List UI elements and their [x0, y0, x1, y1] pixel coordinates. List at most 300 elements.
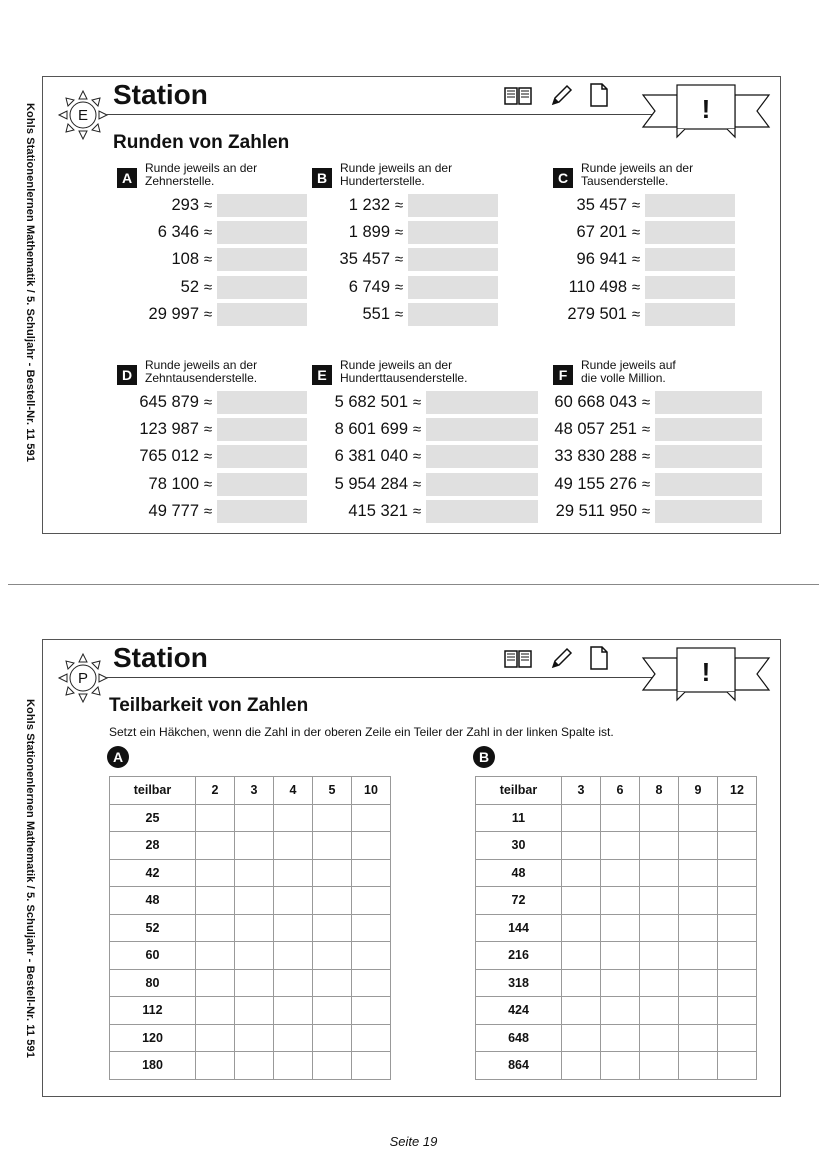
checkbox-cell[interactable]: [352, 997, 391, 1025]
approx-symbol: ≈: [203, 197, 213, 215]
checkbox-cell[interactable]: [235, 969, 274, 997]
number-cell: 60: [110, 942, 196, 970]
task-b: [312, 162, 498, 328]
checkbox-cell[interactable]: [679, 832, 718, 860]
approx-symbol: ≈: [394, 305, 404, 323]
answer-box[interactable]: [426, 445, 538, 468]
checkbox-cell[interactable]: [274, 804, 313, 832]
checkbox-cell[interactable]: [640, 969, 679, 997]
checkbox-cell[interactable]: [235, 804, 274, 832]
checkbox-cell[interactable]: [235, 832, 274, 860]
table-row: [476, 1024, 757, 1052]
answer-box[interactable]: [655, 473, 762, 496]
checkbox-cell[interactable]: [274, 942, 313, 970]
checkbox-cell[interactable]: [679, 997, 718, 1025]
checkbox-cell[interactable]: [679, 859, 718, 887]
checkbox-cell[interactable]: [718, 804, 757, 832]
table-row: [110, 942, 391, 970]
number-to-round: 6 749: [348, 277, 390, 296]
checkbox-cell[interactable]: [601, 859, 640, 887]
station-title: Station: [113, 79, 208, 110]
rounding-row: [117, 389, 307, 416]
answer-box[interactable]: [655, 445, 762, 468]
checkbox-cell[interactable]: [640, 832, 679, 860]
task-letter-badge: F: [553, 365, 573, 385]
checkbox-cell[interactable]: [718, 969, 757, 997]
instruction-line: Zehntausenderstelle.: [145, 371, 258, 385]
checkbox-cell[interactable]: [352, 832, 391, 860]
checkbox-cell[interactable]: [679, 942, 718, 970]
checkbox-cell[interactable]: [562, 1024, 601, 1052]
task-header: [553, 359, 762, 389]
checkbox-cell[interactable]: [196, 887, 235, 915]
checkbox-cell[interactable]: [640, 859, 679, 887]
checkbox-cell[interactable]: [313, 832, 352, 860]
checkbox-cell[interactable]: [274, 1024, 313, 1052]
rounding-row: [312, 192, 498, 219]
rounding-row: [553, 389, 762, 416]
task-instruction: [340, 359, 467, 385]
checkbox-cell[interactable]: [352, 887, 391, 915]
approx-symbol: ≈: [631, 251, 641, 269]
rounding-row: [553, 246, 735, 273]
number-to-round: 110 498: [568, 277, 627, 296]
answer-box[interactable]: [655, 391, 762, 414]
checkbox-cell[interactable]: [562, 942, 601, 970]
checkbox-cell[interactable]: [679, 1024, 718, 1052]
answer-box[interactable]: [217, 418, 307, 441]
rounding-row: [553, 498, 762, 525]
approx-symbol: ≈: [394, 224, 404, 242]
rounding-row: [312, 389, 538, 416]
number-to-round: 1 899: [348, 223, 390, 242]
checkbox-cell[interactable]: [718, 1052, 757, 1080]
book-icon: [503, 647, 533, 669]
divisor-header: 3: [562, 777, 601, 805]
number-cell: 112: [110, 997, 196, 1025]
answer-box[interactable]: [408, 276, 498, 299]
checkbox-cell[interactable]: [601, 1052, 640, 1080]
checkbox-cell[interactable]: [313, 859, 352, 887]
checkbox-cell[interactable]: [313, 969, 352, 997]
approx-symbol: ≈: [631, 305, 641, 323]
svg-text:P: P: [77, 670, 89, 687]
checkbox-cell[interactable]: [235, 859, 274, 887]
answer-box[interactable]: [217, 276, 307, 299]
page-number: Seite 19: [389, 1134, 438, 1149]
table-header-row: [476, 777, 757, 805]
task-instruction: [145, 162, 257, 188]
rounding-row: [117, 443, 307, 470]
number-to-round: 765 012: [139, 447, 199, 466]
checkbox-cell[interactable]: [679, 887, 718, 915]
svg-text:!: !: [701, 657, 711, 687]
instruction-line: Hunderttausenderstelle.: [340, 371, 468, 385]
checkbox-cell[interactable]: [313, 804, 352, 832]
instruction-line: Tausenderstelle.: [581, 174, 669, 188]
checkbox-cell[interactable]: [352, 1024, 391, 1052]
number-cell: 424: [476, 997, 562, 1025]
side-label-top: Kohls Stationenlernen Mathematik / 5. Schuljahr - Bestell-Nr. 11 591: [24, 102, 36, 462]
checkbox-cell[interactable]: [274, 969, 313, 997]
checkbox-cell[interactable]: [679, 804, 718, 832]
checkbox-cell[interactable]: [718, 832, 757, 860]
approx-symbol: ≈: [203, 394, 213, 412]
checkbox-cell[interactable]: [235, 887, 274, 915]
table-header-row: [110, 777, 391, 805]
checkbox-cell[interactable]: [601, 832, 640, 860]
number-cell: 11: [476, 804, 562, 832]
checkbox-cell[interactable]: [274, 914, 313, 942]
task-e: [312, 359, 538, 525]
rounding-row: [117, 471, 307, 498]
sun-icon: [57, 89, 109, 141]
number-cell: 864: [476, 1052, 562, 1080]
table-row: [110, 997, 391, 1025]
checkbox-cell[interactable]: [562, 832, 601, 860]
svg-text:E: E: [77, 107, 89, 124]
number-cell: 144: [476, 914, 562, 942]
checkbox-cell[interactable]: [196, 997, 235, 1025]
number-to-round: 279 501: [567, 304, 627, 323]
checkbox-cell[interactable]: [313, 1052, 352, 1080]
rounding-row: [312, 471, 538, 498]
answer-box[interactable]: [408, 194, 498, 217]
approx-symbol: ≈: [641, 394, 651, 412]
checkbox-cell[interactable]: [718, 887, 757, 915]
divisibility-table: [109, 776, 391, 1080]
page-divider: [8, 584, 819, 585]
checkbox-cell[interactable]: [640, 942, 679, 970]
rounding-row: [117, 274, 307, 301]
checkbox-cell[interactable]: [352, 804, 391, 832]
table-row: [110, 832, 391, 860]
pencil-icon: [549, 647, 573, 669]
rounding-row: [553, 416, 762, 443]
checkbox-cell[interactable]: [352, 914, 391, 942]
checkbox-cell[interactable]: [601, 887, 640, 915]
task-letter-badge: C: [553, 168, 573, 188]
station-card-runden: [42, 76, 781, 534]
rounding-row: [117, 498, 307, 525]
checkbox-cell[interactable]: [640, 1024, 679, 1052]
answer-box[interactable]: [217, 500, 307, 523]
answer-box[interactable]: [655, 418, 762, 441]
number-to-round: 60 668 043: [554, 393, 637, 412]
checkbox-cell[interactable]: [313, 914, 352, 942]
approx-symbol: ≈: [641, 502, 651, 520]
pencil-icon: [549, 84, 573, 106]
approx-symbol: ≈: [394, 197, 404, 215]
table-row: [476, 804, 757, 832]
approx-symbol: ≈: [412, 475, 422, 493]
checkbox-cell[interactable]: [718, 997, 757, 1025]
rounding-row: [117, 246, 307, 273]
checkbox-cell[interactable]: [679, 969, 718, 997]
checkbox-cell[interactable]: [235, 914, 274, 942]
checkbox-cell[interactable]: [601, 942, 640, 970]
station-card-teilbarkeit: [42, 639, 781, 1097]
checkbox-cell[interactable]: [640, 1052, 679, 1080]
table-row: [110, 969, 391, 997]
table-row: [476, 997, 757, 1025]
answer-box[interactable]: [408, 303, 498, 326]
rounding-row: [553, 219, 735, 246]
rounding-row: [553, 301, 735, 328]
number-cell: 25: [110, 804, 196, 832]
number-cell: 648: [476, 1024, 562, 1052]
approx-symbol: ≈: [203, 502, 213, 520]
checkbox-cell[interactable]: [601, 997, 640, 1025]
number-to-round: 108: [171, 250, 199, 269]
rounding-row: [117, 416, 307, 443]
number-to-round: 123 987: [139, 420, 199, 439]
rounding-row: [553, 443, 762, 470]
number-to-round: 5 954 284: [334, 474, 408, 493]
number-to-round: 5 682 501: [334, 393, 408, 412]
checkbox-cell[interactable]: [562, 1052, 601, 1080]
checkbox-cell[interactable]: [196, 804, 235, 832]
checkbox-cell[interactable]: [235, 997, 274, 1025]
rounding-row: [312, 246, 498, 273]
approx-symbol: ≈: [631, 278, 641, 296]
number-to-round: 96 941: [576, 250, 627, 269]
checkbox-cell[interactable]: [196, 1024, 235, 1052]
rounding-row: [312, 498, 538, 525]
divisor-header: 3: [235, 777, 274, 805]
checkbox-cell[interactable]: [196, 942, 235, 970]
checkbox-cell[interactable]: [313, 942, 352, 970]
number-cell: 48: [110, 887, 196, 915]
approx-symbol: ≈: [412, 421, 422, 439]
task-letter-badge: E: [312, 365, 332, 385]
divisibility-table: [475, 776, 757, 1080]
number-to-round: 6 346: [157, 223, 199, 242]
checkbox-cell[interactable]: [718, 859, 757, 887]
number-cell: 120: [110, 1024, 196, 1052]
approx-symbol: ≈: [412, 394, 422, 412]
checkbox-cell[interactable]: [235, 1024, 274, 1052]
number-to-round: 67 201: [576, 223, 627, 242]
checkbox-cell[interactable]: [640, 804, 679, 832]
icon-group: [503, 645, 609, 671]
table-row: [110, 1052, 391, 1080]
number-cell: 180: [110, 1052, 196, 1080]
subtitle: Teilbarkeit von Zahlen: [109, 695, 309, 716]
number-to-round: 29 511 950: [555, 501, 637, 520]
checkbox-cell[interactable]: [601, 1024, 640, 1052]
divisor-header: 4: [274, 777, 313, 805]
checkbox-cell[interactable]: [274, 859, 313, 887]
checkbox-cell[interactable]: [562, 997, 601, 1025]
checkbox-cell[interactable]: [313, 1024, 352, 1052]
checkbox-cell[interactable]: [562, 887, 601, 915]
instruction-line: Runde jeweils an der: [340, 161, 453, 175]
checkbox-cell[interactable]: [601, 914, 640, 942]
answer-box[interactable]: [217, 303, 307, 326]
answer-box[interactable]: [217, 248, 307, 271]
approx-symbol: ≈: [394, 278, 404, 296]
number-cell: 80: [110, 969, 196, 997]
number-to-round: 35 457: [339, 250, 390, 269]
answer-box[interactable]: [426, 391, 538, 414]
checkbox-cell[interactable]: [352, 942, 391, 970]
checkbox-cell[interactable]: [196, 1052, 235, 1080]
approx-symbol: ≈: [203, 421, 213, 439]
answer-box[interactable]: [645, 276, 735, 299]
checkbox-cell[interactable]: [640, 997, 679, 1025]
task-header: [312, 162, 498, 192]
answer-box[interactable]: [217, 445, 307, 468]
answer-box[interactable]: [655, 500, 762, 523]
number-to-round: 48 057 251: [554, 420, 637, 439]
rounding-row: [553, 274, 735, 301]
instruction-line: Runde jeweils an der: [145, 161, 258, 175]
approx-symbol: ≈: [203, 224, 213, 242]
rounding-row: [312, 301, 498, 328]
table-row: [110, 804, 391, 832]
answer-box[interactable]: [645, 248, 735, 271]
checkbox-cell[interactable]: [313, 887, 352, 915]
table-row: [476, 887, 757, 915]
checkbox-cell[interactable]: [274, 1052, 313, 1080]
table-row: [110, 887, 391, 915]
checkbox-cell[interactable]: [274, 832, 313, 860]
rounding-row: [312, 274, 498, 301]
instruction-text: Setzt ein Häkchen, wenn die Zahl in der oberen Zeile ein Teiler der Zahl in der linken Spalte ist.: [109, 725, 614, 739]
answer-box[interactable]: [426, 500, 538, 523]
answer-box[interactable]: [645, 221, 735, 244]
checkbox-cell[interactable]: [562, 914, 601, 942]
checkbox-cell[interactable]: [718, 914, 757, 942]
checkbox-cell[interactable]: [196, 859, 235, 887]
answer-box[interactable]: [645, 303, 735, 326]
answer-box[interactable]: [426, 418, 538, 441]
checkbox-cell[interactable]: [562, 859, 601, 887]
number-to-round: 551: [362, 304, 390, 323]
table-row: [476, 859, 757, 887]
instruction-line: die volle Million.: [581, 371, 666, 385]
checkbox-cell[interactable]: [601, 804, 640, 832]
approx-symbol: ≈: [203, 278, 213, 296]
task-header: [312, 359, 538, 389]
checkbox-cell[interactable]: [274, 997, 313, 1025]
instruction-line: Runde jeweils auf: [581, 358, 676, 372]
approx-symbol: ≈: [631, 224, 641, 242]
divisor-header: 2: [196, 777, 235, 805]
rounding-row: [117, 219, 307, 246]
answer-box[interactable]: [408, 221, 498, 244]
checkbox-cell[interactable]: [718, 1024, 757, 1052]
checkbox-cell[interactable]: [718, 942, 757, 970]
book-icon: [503, 84, 533, 106]
divisor-header: 12: [718, 777, 757, 805]
number-to-round: 33 830 288: [554, 447, 637, 466]
divisor-header: 5: [313, 777, 352, 805]
table-letter-badge: B: [473, 746, 495, 768]
number-to-round: 293: [171, 196, 199, 215]
checkbox-cell[interactable]: [352, 969, 391, 997]
checkbox-cell[interactable]: [679, 1052, 718, 1080]
checkbox-cell[interactable]: [640, 887, 679, 915]
table-row: [110, 859, 391, 887]
number-to-round: 6 381 040: [334, 447, 408, 466]
header-cell: teilbar: [110, 777, 196, 805]
divisor-header: 6: [601, 777, 640, 805]
task-letter-badge: A: [117, 168, 137, 188]
approx-symbol: ≈: [394, 251, 404, 269]
checkbox-cell[interactable]: [196, 832, 235, 860]
divisor-header: 8: [640, 777, 679, 805]
side-label-bottom: Kohls Stationenlernen Mathematik / 5. Schuljahr - Bestell-Nr. 11 591: [24, 698, 36, 1058]
number-cell: 30: [476, 832, 562, 860]
checkbox-cell[interactable]: [601, 969, 640, 997]
approx-symbol: ≈: [203, 475, 213, 493]
number-cell: 318: [476, 969, 562, 997]
number-cell: 52: [110, 914, 196, 942]
number-to-round: 1 232: [348, 196, 390, 215]
table-letter-badge: A: [107, 746, 129, 768]
task-letter-badge: D: [117, 365, 137, 385]
rounding-row: [553, 471, 762, 498]
checkbox-cell[interactable]: [562, 969, 601, 997]
answer-box[interactable]: [426, 473, 538, 496]
task-letter-badge: B: [312, 168, 332, 188]
answer-box[interactable]: [217, 194, 307, 217]
table-row: [476, 1052, 757, 1080]
rounding-row: [117, 192, 307, 219]
answer-box[interactable]: [408, 248, 498, 271]
checkbox-cell[interactable]: [562, 804, 601, 832]
instruction-line: Runde jeweils an der: [340, 358, 453, 372]
task-c: [553, 162, 735, 328]
checkbox-cell[interactable]: [196, 969, 235, 997]
approx-symbol: ≈: [412, 448, 422, 466]
checkbox-cell[interactable]: [679, 914, 718, 942]
checkbox-cell[interactable]: [235, 1052, 274, 1080]
checkbox-cell[interactable]: [352, 859, 391, 887]
checkbox-cell[interactable]: [235, 942, 274, 970]
checkbox-cell[interactable]: [640, 914, 679, 942]
divisor-header: 9: [679, 777, 718, 805]
table-row: [476, 942, 757, 970]
table-row: [110, 1024, 391, 1052]
task-d: [117, 359, 307, 525]
task-instruction: [340, 162, 452, 188]
task-header: [553, 162, 735, 192]
answer-box[interactable]: [217, 473, 307, 496]
answer-box[interactable]: [645, 194, 735, 217]
checkbox-cell[interactable]: [352, 1052, 391, 1080]
checkbox-cell[interactable]: [196, 914, 235, 942]
number-cell: 72: [476, 887, 562, 915]
task-header: [117, 162, 307, 192]
checkbox-cell[interactable]: [274, 887, 313, 915]
table-row: [476, 832, 757, 860]
answer-box[interactable]: [217, 221, 307, 244]
number-cell: 42: [110, 859, 196, 887]
number-to-round: 415 321: [348, 501, 408, 520]
number-to-round: 645 879: [139, 393, 199, 412]
table-row: [476, 914, 757, 942]
checkbox-cell[interactable]: [313, 997, 352, 1025]
header-cell: teilbar: [476, 777, 562, 805]
answer-box[interactable]: [217, 391, 307, 414]
table-row: [476, 969, 757, 997]
approx-symbol: ≈: [641, 448, 651, 466]
svg-text:!: !: [701, 94, 711, 124]
approx-symbol: ≈: [631, 197, 641, 215]
